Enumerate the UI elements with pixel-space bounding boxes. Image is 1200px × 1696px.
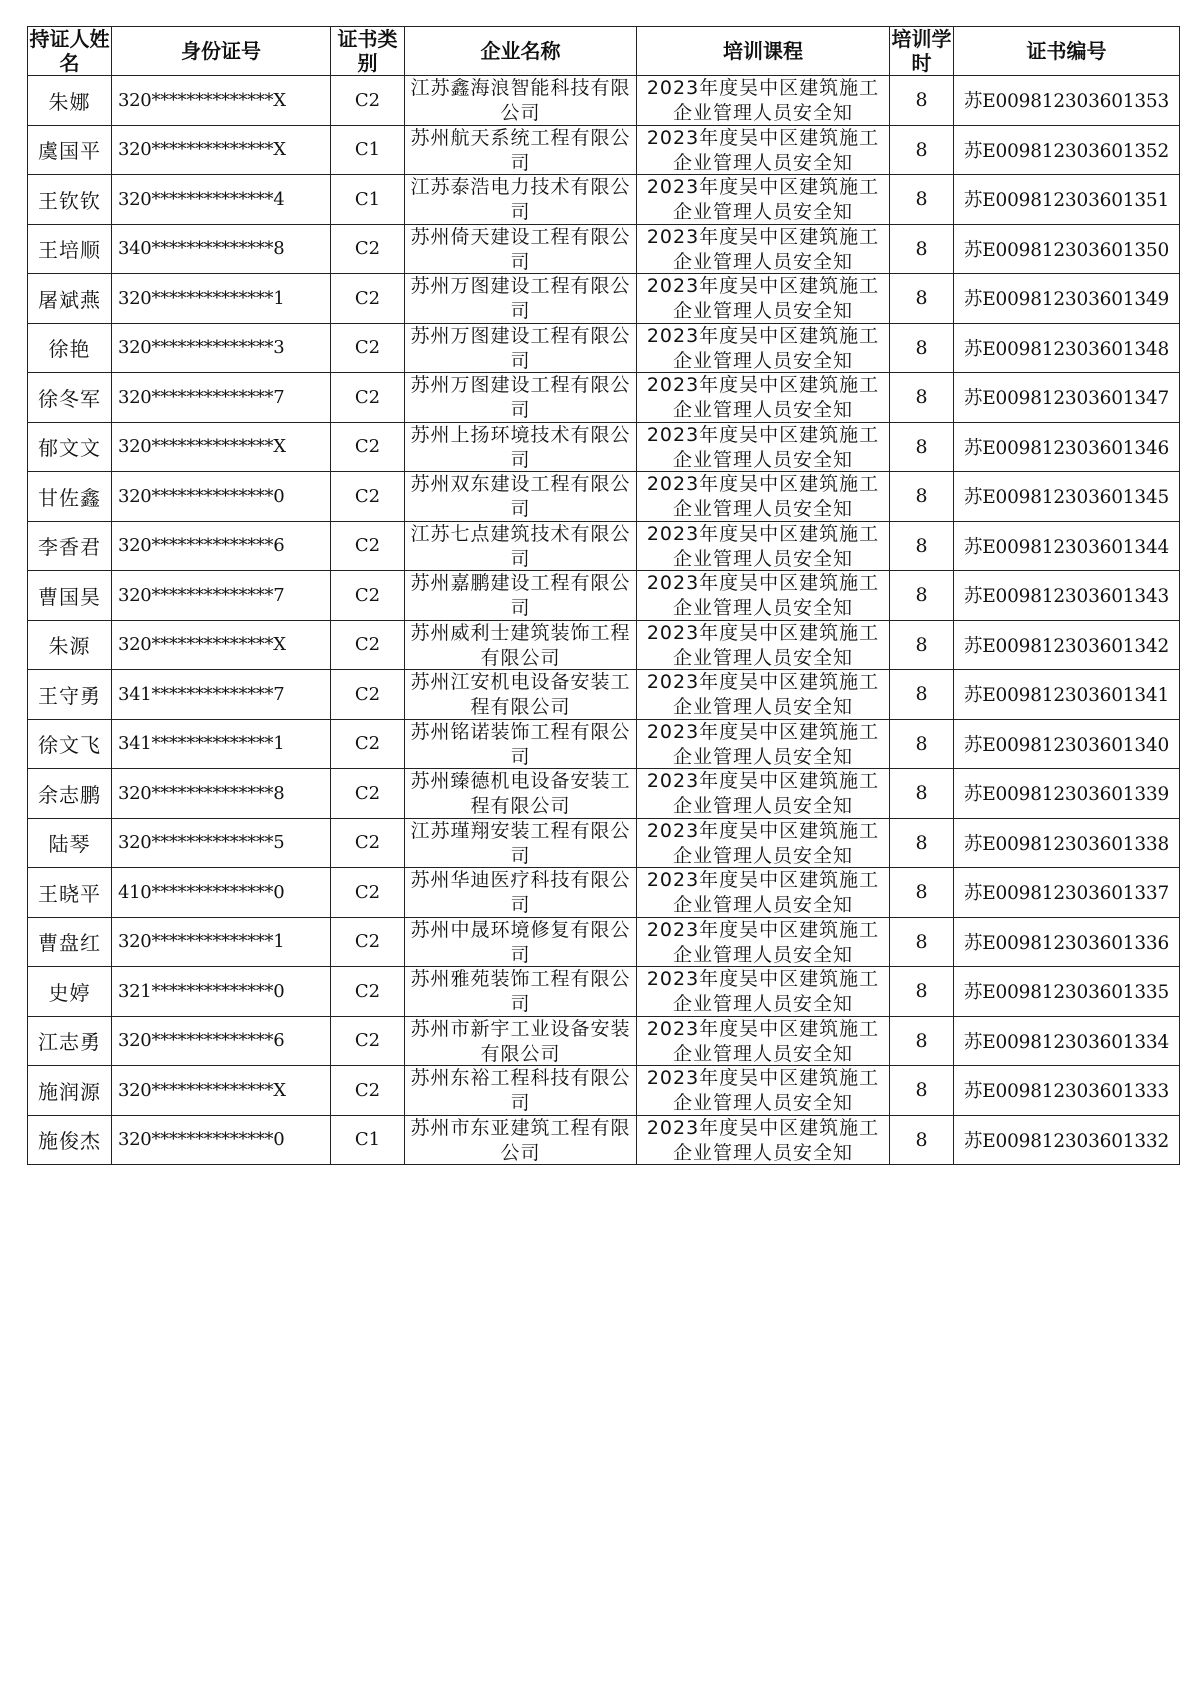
cert-number-cell: 苏E009812303601338 bbox=[954, 818, 1180, 868]
table-row bbox=[28, 818, 1180, 868]
course-cell bbox=[637, 472, 890, 522]
header-cert-class: 证书类别 bbox=[331, 27, 405, 76]
cert-number-cell: 苏E009812303601343 bbox=[954, 571, 1180, 621]
cert-class-cell: C2 bbox=[331, 472, 405, 522]
id-number-cell: 320**************X bbox=[112, 1066, 331, 1116]
company-cell bbox=[405, 373, 637, 423]
course-text: 2023年度吴中区建筑施工企业管理人员安全知 bbox=[646, 1017, 880, 1065]
table-row bbox=[28, 620, 1180, 670]
id-number-cell: 320**************5 bbox=[112, 818, 331, 868]
id-number-cell: 320**************7 bbox=[112, 373, 331, 423]
company-text: 苏州臻德机电设备安装工程有限公司 bbox=[410, 770, 631, 818]
course-text: 2023年度吴中区建筑施工企业管理人员安全知 bbox=[646, 275, 880, 323]
company-text: 苏州嘉鹏建设工程有限公司 bbox=[410, 572, 631, 620]
cert-class-cell: C2 bbox=[331, 521, 405, 571]
course-cell bbox=[637, 1016, 890, 1066]
table-row bbox=[28, 967, 1180, 1017]
course-cell bbox=[637, 670, 890, 720]
cert-number-cell: 苏E009812303601346 bbox=[954, 422, 1180, 472]
table-row bbox=[28, 472, 1180, 522]
course-text: 2023年度吴中区建筑施工企业管理人员安全知 bbox=[646, 819, 880, 867]
holder-name-cell: 曹盘红 bbox=[28, 917, 112, 967]
cert-number-cell: 苏E009812303601347 bbox=[954, 373, 1180, 423]
holder-name-cell: 徐文飞 bbox=[28, 719, 112, 769]
company-text: 江苏鑫海浪智能科技有限公司 bbox=[410, 77, 631, 125]
cert-class-cell: C1 bbox=[331, 1115, 405, 1165]
cert-class-cell: C2 bbox=[331, 422, 405, 472]
course-cell bbox=[637, 76, 890, 126]
course-text: 2023年度吴中区建筑施工企业管理人员安全知 bbox=[646, 918, 880, 966]
holder-name-cell: 施俊杰 bbox=[28, 1115, 112, 1165]
company-cell bbox=[405, 1016, 637, 1066]
course-text: 2023年度吴中区建筑施工企业管理人员安全知 bbox=[646, 1067, 880, 1115]
hours-cell: 8 bbox=[890, 868, 954, 918]
header-cert-number: 证书编号 bbox=[954, 27, 1180, 76]
holder-name-cell: 屠斌燕 bbox=[28, 274, 112, 324]
holder-name-cell: 李香君 bbox=[28, 521, 112, 571]
hours-cell: 8 bbox=[890, 571, 954, 621]
header-hours: 培训学时 bbox=[891, 27, 952, 75]
cert-class-cell: C2 bbox=[331, 1066, 405, 1116]
cert-class-cell: C1 bbox=[331, 125, 405, 175]
company-cell bbox=[405, 571, 637, 621]
company-text: 苏州威利士建筑装饰工程有限公司 bbox=[410, 621, 631, 669]
hours-cell: 8 bbox=[890, 719, 954, 769]
holder-name-cell: 曹国昊 bbox=[28, 571, 112, 621]
cert-class-cell: C2 bbox=[331, 769, 405, 819]
id-number-cell: 410**************0 bbox=[112, 868, 331, 918]
header-course: 培训课程 bbox=[637, 27, 890, 76]
course-text: 2023年度吴中区建筑施工企业管理人员安全知 bbox=[646, 720, 880, 768]
course-text: 2023年度吴中区建筑施工企业管理人员安全知 bbox=[646, 968, 880, 1016]
company-text: 苏州铭诺装饰工程有限公司 bbox=[410, 720, 631, 768]
cert-class-cell: C2 bbox=[331, 323, 405, 373]
company-text: 江苏瑾翔安装工程有限公司 bbox=[410, 819, 631, 867]
id-number-cell: 341**************1 bbox=[112, 719, 331, 769]
course-text: 2023年度吴中区建筑施工企业管理人员安全知 bbox=[646, 374, 880, 422]
company-cell bbox=[405, 967, 637, 1017]
course-cell bbox=[637, 1066, 890, 1116]
company-cell bbox=[405, 769, 637, 819]
holder-name-cell: 陆琴 bbox=[28, 818, 112, 868]
course-text: 2023年度吴中区建筑施工企业管理人员安全知 bbox=[646, 473, 880, 521]
holder-name-cell: 朱源 bbox=[28, 620, 112, 670]
cert-number-cell: 苏E009812303601344 bbox=[954, 521, 1180, 571]
holder-name-cell: 郁文文 bbox=[28, 422, 112, 472]
hours-cell: 8 bbox=[890, 472, 954, 522]
company-cell bbox=[405, 1115, 637, 1165]
id-number-cell: 320**************1 bbox=[112, 274, 331, 324]
course-text: 2023年度吴中区建筑施工企业管理人员安全知 bbox=[646, 324, 880, 372]
holder-name-cell: 史婷 bbox=[28, 967, 112, 1017]
cert-class-cell: C2 bbox=[331, 571, 405, 621]
cert-number-cell: 苏E009812303601336 bbox=[954, 917, 1180, 967]
course-text: 2023年度吴中区建筑施工企业管理人员安全知 bbox=[646, 225, 880, 273]
course-cell bbox=[637, 769, 890, 819]
cert-number-cell: 苏E009812303601342 bbox=[954, 620, 1180, 670]
table-row bbox=[28, 125, 1180, 175]
course-text: 2023年度吴中区建筑施工企业管理人员安全知 bbox=[646, 522, 880, 570]
company-text: 苏州航天系统工程有限公司 bbox=[410, 126, 631, 174]
cert-class-cell: C2 bbox=[331, 868, 405, 918]
id-number-cell: 320**************7 bbox=[112, 571, 331, 621]
cert-number-cell: 苏E009812303601333 bbox=[954, 1066, 1180, 1116]
cert-number-cell: 苏E009812303601352 bbox=[954, 125, 1180, 175]
hours-cell: 8 bbox=[890, 769, 954, 819]
table-row bbox=[28, 1115, 1180, 1165]
course-cell bbox=[637, 818, 890, 868]
holder-name-cell: 江志勇 bbox=[28, 1016, 112, 1066]
id-number-cell: 320**************X bbox=[112, 620, 331, 670]
holder-name-cell: 徐艳 bbox=[28, 323, 112, 373]
cert-class-cell: C2 bbox=[331, 274, 405, 324]
table-row bbox=[28, 76, 1180, 126]
hours-cell: 8 bbox=[890, 76, 954, 126]
cert-number-cell: 苏E009812303601353 bbox=[954, 76, 1180, 126]
cert-number-cell: 苏E009812303601339 bbox=[954, 769, 1180, 819]
cert-class-cell: C1 bbox=[331, 175, 405, 225]
company-text: 苏州倚天建设工程有限公司 bbox=[410, 225, 631, 273]
company-text: 苏州市东亚建筑工程有限公司 bbox=[410, 1116, 631, 1164]
hours-cell: 8 bbox=[890, 125, 954, 175]
cert-number-cell: 苏E009812303601334 bbox=[954, 1016, 1180, 1066]
table-row bbox=[28, 917, 1180, 967]
cert-class-cell: C2 bbox=[331, 967, 405, 1017]
company-text: 江苏泰浩电力技术有限公司 bbox=[410, 176, 631, 224]
company-cell bbox=[405, 274, 637, 324]
cert-number-cell: 苏E009812303601349 bbox=[954, 274, 1180, 324]
course-cell bbox=[637, 373, 890, 423]
header-company: 企业名称 bbox=[405, 27, 637, 76]
table-row bbox=[28, 868, 1180, 918]
hours-cell: 8 bbox=[890, 620, 954, 670]
cert-class-cell: C2 bbox=[331, 76, 405, 126]
company-text: 苏州雅苑装饰工程有限公司 bbox=[410, 968, 631, 1016]
hours-cell: 8 bbox=[890, 323, 954, 373]
id-number-cell: 320**************6 bbox=[112, 521, 331, 571]
id-number-cell: 320**************6 bbox=[112, 1016, 331, 1066]
company-text: 苏州万图建设工程有限公司 bbox=[410, 324, 631, 372]
course-cell bbox=[637, 422, 890, 472]
table-row bbox=[28, 274, 1180, 324]
company-text: 苏州万图建设工程有限公司 bbox=[410, 374, 631, 422]
table-row bbox=[28, 422, 1180, 472]
table-row bbox=[28, 670, 1180, 720]
cert-number-cell: 苏E009812303601341 bbox=[954, 670, 1180, 720]
course-cell bbox=[637, 620, 890, 670]
hours-cell: 8 bbox=[890, 1066, 954, 1116]
table-row bbox=[28, 224, 1180, 274]
hours-cell: 8 bbox=[890, 422, 954, 472]
id-number-cell: 320**************X bbox=[112, 76, 331, 126]
course-text: 2023年度吴中区建筑施工企业管理人员安全知 bbox=[646, 572, 880, 620]
table-row bbox=[28, 1066, 1180, 1116]
header-id-number: 身份证号 bbox=[112, 27, 331, 76]
company-cell bbox=[405, 670, 637, 720]
id-number-cell: 320**************X bbox=[112, 125, 331, 175]
id-number-cell: 320**************4 bbox=[112, 175, 331, 225]
hours-cell: 8 bbox=[890, 1016, 954, 1066]
company-text: 苏州江安机电设备安装工程有限公司 bbox=[410, 671, 631, 719]
course-text: 2023年度吴中区建筑施工企业管理人员安全知 bbox=[646, 671, 880, 719]
hours-cell: 8 bbox=[890, 373, 954, 423]
hours-cell: 8 bbox=[890, 917, 954, 967]
course-text: 2023年度吴中区建筑施工企业管理人员安全知 bbox=[646, 423, 880, 471]
table-row bbox=[28, 373, 1180, 423]
cert-number-cell: 苏E009812303601340 bbox=[954, 719, 1180, 769]
course-text: 2023年度吴中区建筑施工企业管理人员安全知 bbox=[646, 77, 880, 125]
hours-cell: 8 bbox=[890, 670, 954, 720]
course-text: 2023年度吴中区建筑施工企业管理人员安全知 bbox=[646, 126, 880, 174]
company-cell bbox=[405, 818, 637, 868]
id-number-cell: 341**************7 bbox=[112, 670, 331, 720]
cert-class-cell: C2 bbox=[331, 1016, 405, 1066]
hours-cell: 8 bbox=[890, 274, 954, 324]
hours-cell: 8 bbox=[890, 1115, 954, 1165]
table-row bbox=[28, 175, 1180, 225]
table-row bbox=[28, 323, 1180, 373]
header-row bbox=[28, 27, 1180, 76]
hours-cell: 8 bbox=[890, 175, 954, 225]
id-number-cell: 320**************0 bbox=[112, 1115, 331, 1165]
course-text: 2023年度吴中区建筑施工企业管理人员安全知 bbox=[646, 869, 880, 917]
table-row bbox=[28, 1016, 1180, 1066]
holder-name-cell: 王晓平 bbox=[28, 868, 112, 918]
company-text: 苏州市新宇工业设备安装有限公司 bbox=[410, 1017, 631, 1065]
certificate-sheet bbox=[27, 26, 1180, 1165]
company-text: 苏州东裕工程科技有限公司 bbox=[410, 1067, 631, 1115]
id-number-cell: 320**************1 bbox=[112, 917, 331, 967]
course-cell bbox=[637, 1115, 890, 1165]
company-cell bbox=[405, 917, 637, 967]
company-cell bbox=[405, 472, 637, 522]
holder-name-cell: 甘佐鑫 bbox=[28, 472, 112, 522]
cert-number-cell: 苏E009812303601351 bbox=[954, 175, 1180, 225]
holder-name-cell: 朱娜 bbox=[28, 76, 112, 126]
header-holder-name: 持证人姓名 bbox=[29, 27, 110, 75]
id-number-cell: 320**************0 bbox=[112, 472, 331, 522]
course-text: 2023年度吴中区建筑施工企业管理人员安全知 bbox=[646, 621, 880, 669]
company-text: 苏州中晟环境修复有限公司 bbox=[410, 918, 631, 966]
id-number-cell: 320**************3 bbox=[112, 323, 331, 373]
table-row bbox=[28, 521, 1180, 571]
company-cell bbox=[405, 719, 637, 769]
id-number-cell: 340**************8 bbox=[112, 224, 331, 274]
course-cell bbox=[637, 868, 890, 918]
course-text: 2023年度吴中区建筑施工企业管理人员安全知 bbox=[646, 1116, 880, 1164]
course-cell bbox=[637, 719, 890, 769]
holder-name-cell: 徐冬军 bbox=[28, 373, 112, 423]
cert-number-cell: 苏E009812303601345 bbox=[954, 472, 1180, 522]
cert-class-cell: C2 bbox=[331, 620, 405, 670]
company-text: 苏州万图建设工程有限公司 bbox=[410, 275, 631, 323]
company-cell bbox=[405, 422, 637, 472]
company-cell bbox=[405, 323, 637, 373]
company-cell bbox=[405, 868, 637, 918]
company-text: 苏州双东建设工程有限公司 bbox=[410, 473, 631, 521]
cert-number-cell: 苏E009812303601335 bbox=[954, 967, 1180, 1017]
course-cell bbox=[637, 274, 890, 324]
table-body bbox=[28, 76, 1180, 1165]
cert-class-cell: C2 bbox=[331, 224, 405, 274]
course-cell bbox=[637, 917, 890, 967]
company-cell bbox=[405, 521, 637, 571]
course-text: 2023年度吴中区建筑施工企业管理人员安全知 bbox=[646, 770, 880, 818]
holder-name-cell: 王守勇 bbox=[28, 670, 112, 720]
course-cell bbox=[637, 125, 890, 175]
cert-class-cell: C2 bbox=[331, 818, 405, 868]
hours-cell: 8 bbox=[890, 967, 954, 1017]
table-row bbox=[28, 719, 1180, 769]
company-cell bbox=[405, 175, 637, 225]
holder-name-cell: 施润源 bbox=[28, 1066, 112, 1116]
course-cell bbox=[637, 224, 890, 274]
hours-cell: 8 bbox=[890, 818, 954, 868]
company-cell bbox=[405, 1066, 637, 1116]
cert-class-cell: C2 bbox=[331, 917, 405, 967]
table-row bbox=[28, 571, 1180, 621]
cert-number-cell: 苏E009812303601348 bbox=[954, 323, 1180, 373]
holder-name-cell: 王培顺 bbox=[28, 224, 112, 274]
cert-number-cell: 苏E009812303601332 bbox=[954, 1115, 1180, 1165]
cert-number-cell: 苏E009812303601337 bbox=[954, 868, 1180, 918]
company-cell bbox=[405, 224, 637, 274]
course-cell bbox=[637, 175, 890, 225]
course-cell bbox=[637, 571, 890, 621]
cert-class-cell: C2 bbox=[331, 670, 405, 720]
company-text: 苏州华迪医疗科技有限公司 bbox=[410, 869, 631, 917]
course-text: 2023年度吴中区建筑施工企业管理人员安全知 bbox=[646, 176, 880, 224]
company-text: 江苏七点建筑技术有限公司 bbox=[410, 522, 631, 570]
cert-class-cell: C2 bbox=[331, 373, 405, 423]
table-row bbox=[28, 769, 1180, 819]
course-cell bbox=[637, 323, 890, 373]
course-cell bbox=[637, 521, 890, 571]
holder-name-cell: 王钦钦 bbox=[28, 175, 112, 225]
holder-name-cell: 虞国平 bbox=[28, 125, 112, 175]
certificate-table bbox=[27, 26, 1180, 1165]
cert-number-cell: 苏E009812303601350 bbox=[954, 224, 1180, 274]
course-cell bbox=[637, 967, 890, 1017]
company-text: 苏州上扬环境技术有限公司 bbox=[410, 423, 631, 471]
id-number-cell: 321**************0 bbox=[112, 967, 331, 1017]
company-cell bbox=[405, 76, 637, 126]
company-cell bbox=[405, 125, 637, 175]
company-cell bbox=[405, 620, 637, 670]
hours-cell: 8 bbox=[890, 521, 954, 571]
holder-name-cell: 余志鹏 bbox=[28, 769, 112, 819]
hours-cell: 8 bbox=[890, 224, 954, 274]
id-number-cell: 320**************8 bbox=[112, 769, 331, 819]
cert-class-cell: C2 bbox=[331, 719, 405, 769]
id-number-cell: 320**************X bbox=[112, 422, 331, 472]
